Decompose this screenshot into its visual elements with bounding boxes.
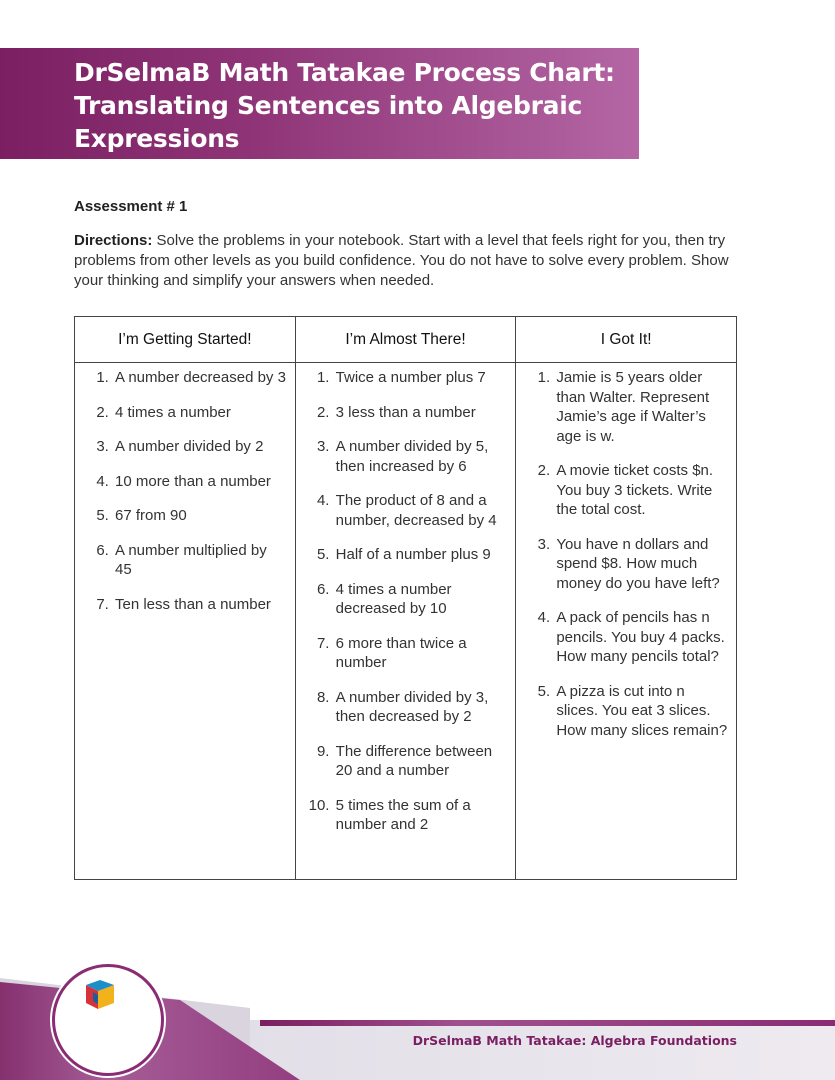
problem-item: 4. A pack of pencils has n pencils. You buy 4 packs. How many pencils total? xyxy=(554,608,728,667)
problem-item: 5. 67 from 90 xyxy=(113,506,287,526)
directions xyxy=(74,231,744,291)
column-getting-started xyxy=(75,363,296,880)
directions-lead: Directions: xyxy=(74,232,153,249)
column-heading: I’m Almost There! xyxy=(295,317,516,363)
problem-item: 3. You have n dollars and spend $8. How much money do you have left? xyxy=(554,535,728,594)
column-got-it xyxy=(516,363,737,880)
problem-item: 4. 10 more than a number xyxy=(113,472,287,492)
problem-item: 5. A pizza is cut into n slices. You eat 3 slices. How many slices remain? xyxy=(554,682,728,741)
problem-item: 7. Ten less than a number xyxy=(113,595,287,615)
logo-icon xyxy=(84,979,116,1011)
problem-item: 6. 4 times a number decreased by 10 xyxy=(334,580,508,619)
problem-item: 2. 3 less than a number xyxy=(334,403,508,423)
problem-item: 4. The product of 8 and a number, decreased by 4 xyxy=(334,491,508,530)
problem-item: 6. A number multiplied by 45 xyxy=(113,541,287,580)
problem-item: 7. 6 more than twice a number xyxy=(334,634,508,673)
problem-item: 8. A number divided by 3, then decreased by 2 xyxy=(334,688,508,727)
column-heading: I Got It! xyxy=(516,317,737,363)
problem-item: 3. A number divided by 2 xyxy=(113,437,287,457)
problem-list xyxy=(296,363,516,835)
problem-item: 3. A number divided by 5, then increased by 6 xyxy=(334,437,508,476)
problem-list xyxy=(75,363,295,614)
table-row xyxy=(75,363,737,880)
problem-item: 9. The difference between 20 and a number xyxy=(334,742,508,781)
problem-item: 2. A movie ticket costs $n. You buy 3 tickets. Write the total cost. xyxy=(554,461,728,520)
table-header-row xyxy=(75,317,737,363)
problem-item: 5. Half of a number plus 9 xyxy=(334,545,508,565)
column-almost-there xyxy=(295,363,516,880)
footer-title: DrSelmaB Math Tatakae: Algebra Foundations xyxy=(412,1033,737,1048)
problem-list xyxy=(516,363,736,740)
column-heading: I’m Getting Started! xyxy=(75,317,296,363)
page-title: DrSelmaB Math Tatakae Process Chart: Translating Sentences into Algebraic Expressions xyxy=(74,58,615,153)
level-table xyxy=(74,316,737,880)
problem-item: 2. 4 times a number xyxy=(113,403,287,423)
assessment-label: Assessment # 1 xyxy=(74,198,188,215)
problem-item: 1. A number decreased by 3 xyxy=(113,368,287,388)
problem-item: 10. 5 times the sum of a number and 2 xyxy=(334,796,508,835)
problem-item: 1. Jamie is 5 years older than Walter. Represent Jamie’s age if Walter’s age is w. xyxy=(554,368,728,446)
directions-text: Solve the problems in your notebook. Start with a level that feels right for you, then try problems from other levels as you build confidence. You do not have to solve every problem. Show your thinking and simplify your answers when needed. xyxy=(74,232,729,289)
problem-item: 1. Twice a number plus 7 xyxy=(334,368,508,388)
